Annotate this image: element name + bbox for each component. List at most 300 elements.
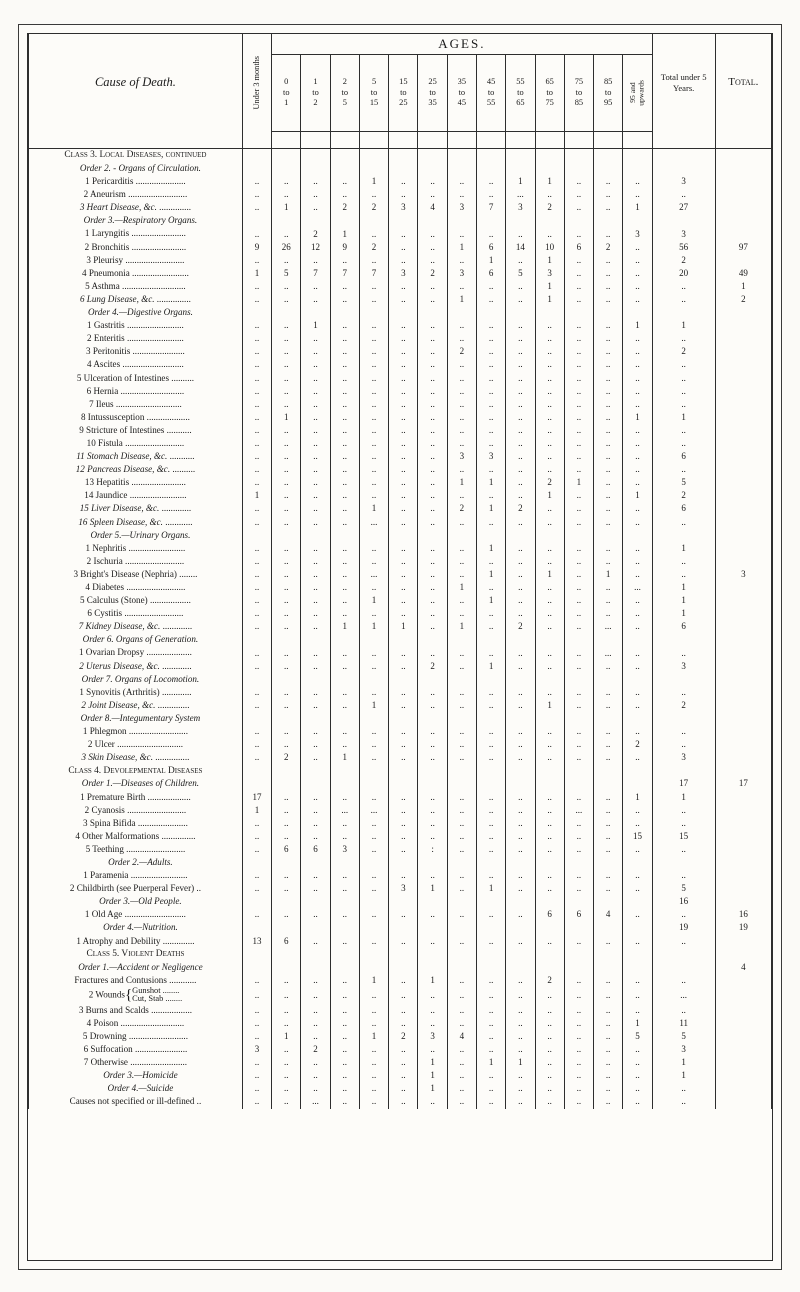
age-cell: ..: [506, 411, 535, 424]
total-cell: 49: [715, 267, 771, 280]
total-under-5-cell: [652, 306, 715, 319]
age-cell: ..: [389, 359, 418, 372]
age-cell: ..: [272, 594, 301, 607]
age-cell: [301, 306, 330, 319]
table-row: [29, 686, 772, 699]
table-row: [29, 778, 772, 791]
age-cell: ..: [418, 175, 447, 188]
age-cell: ..: [418, 503, 447, 516]
age-cell: ..: [476, 908, 505, 921]
age-cell: ..: [389, 581, 418, 594]
table-row: [29, 254, 772, 267]
age-cell: ..: [564, 987, 593, 1004]
age-cell: ..: [564, 489, 593, 502]
age-col-25-35: 25 to 35: [418, 55, 447, 132]
table-row: [29, 398, 772, 411]
age-cell: ..: [506, 345, 535, 358]
age-cell: 1: [535, 175, 564, 188]
age-cell: ..: [418, 188, 447, 201]
row-label: 9 Stricture of Intestines ...........: [29, 424, 243, 437]
total-cell: [715, 633, 771, 646]
age-cell: ..: [389, 463, 418, 476]
age-cell: 9: [242, 241, 271, 254]
age-cell: [623, 948, 652, 961]
age-cell: ..: [476, 1095, 505, 1108]
total-cell: [715, 359, 771, 372]
age-cell: ..: [242, 516, 271, 529]
age-cell: ..: [272, 359, 301, 372]
age-cell: ..: [389, 437, 418, 450]
age-cell: ..: [389, 411, 418, 424]
age-cell: ..: [330, 280, 359, 293]
age-cell: 12: [301, 241, 330, 254]
age-cell: [535, 712, 564, 725]
age-cell: ..: [272, 437, 301, 450]
table-row: [29, 175, 772, 188]
row-label: 6 Suffocation .......................: [29, 1043, 243, 1056]
age-cell: [564, 948, 593, 961]
age-cell: ..: [535, 686, 564, 699]
age-cell: ..: [506, 830, 535, 843]
table-row: [29, 699, 772, 712]
age-cell: ..: [623, 332, 652, 345]
age-cell: [594, 856, 623, 869]
age-cell: ..: [359, 1043, 388, 1056]
age-cell: ..: [418, 581, 447, 594]
age-cell: [447, 673, 476, 686]
total-under-5-cell: ..: [652, 908, 715, 921]
age-cell: [564, 633, 593, 646]
table-row: [29, 791, 772, 804]
age-cell: [594, 712, 623, 725]
age-cell: ..: [272, 542, 301, 555]
age-cell: ..: [506, 738, 535, 751]
age-cell: ..: [272, 503, 301, 516]
total-under-5-cell: ..: [652, 1082, 715, 1095]
age-cell: ..: [301, 411, 330, 424]
age-cell: ..: [447, 817, 476, 830]
age-cell: ..: [506, 437, 535, 450]
age-cell: ..: [535, 1082, 564, 1095]
age-cell: [623, 529, 652, 542]
total-cell: [715, 856, 771, 869]
age-cell: 1: [564, 476, 593, 489]
row-label: Fractures and Contusions ............: [29, 974, 243, 987]
age-cell: [359, 162, 388, 175]
age-cell: ..: [623, 398, 652, 411]
age-cell: ..: [476, 607, 505, 620]
age-cell: 2: [447, 345, 476, 358]
age-cell: ..: [272, 398, 301, 411]
row-label: 3 Bright's Disease (Nephria) ........: [29, 568, 243, 581]
age-cell: [330, 162, 359, 175]
age-cell: ..: [389, 188, 418, 201]
age-cell: ..: [418, 516, 447, 529]
age-cell: 2: [418, 660, 447, 673]
age-cell: 3: [447, 201, 476, 214]
age-cell: [506, 529, 535, 542]
age-cell: ..: [301, 463, 330, 476]
age-cell: ..: [594, 725, 623, 738]
age-cell: 3: [330, 843, 359, 856]
age-cell: [535, 764, 564, 777]
table-row: [29, 188, 772, 201]
age-cell: :: [418, 843, 447, 856]
age-cell: ..: [389, 398, 418, 411]
age-cell: [418, 922, 447, 935]
age-cell: ..: [330, 555, 359, 568]
table-row: [29, 856, 772, 869]
table-sheet: [18, 24, 782, 1270]
age-cell: ..: [242, 332, 271, 345]
row-label: 10 Fistula ..........................: [29, 437, 243, 450]
age-cell: ..: [476, 437, 505, 450]
age-cell: ..: [476, 1030, 505, 1043]
age-cell: 6: [476, 267, 505, 280]
age-cell: ..: [359, 476, 388, 489]
row-label: Class 4. Devolepmental Diseases: [29, 764, 243, 777]
header-row-ages: [29, 34, 772, 55]
age-cell: [389, 895, 418, 908]
age-cell: ..: [506, 882, 535, 895]
age-cell: ..: [272, 345, 301, 358]
age-cell: ..: [389, 568, 418, 581]
total-cell: 16: [715, 908, 771, 921]
age-cell: [389, 214, 418, 227]
row-label: 2 Enteritis .........................: [29, 332, 243, 345]
age-cell: [594, 306, 623, 319]
age-cell: [535, 673, 564, 686]
age-cell: [330, 529, 359, 542]
total-cell: [715, 1095, 771, 1108]
age-cell: ..: [506, 581, 535, 594]
age-cell: ..: [564, 175, 593, 188]
row-label: 4 Diabetes ..........................: [29, 581, 243, 594]
age-cell: 1: [242, 489, 271, 502]
age-cell: ..: [330, 817, 359, 830]
age-cell: ..: [330, 830, 359, 843]
row-label: 3 Skin Disease, &c. ...............: [29, 751, 243, 764]
age-cell: 3: [535, 267, 564, 280]
age-cell: ..: [418, 647, 447, 660]
age-cell: ..: [330, 411, 359, 424]
age-cell: 4: [447, 1030, 476, 1043]
age-cell: ..: [359, 1069, 388, 1082]
total-under-5-cell: ..: [652, 817, 715, 830]
age-cell: ..: [476, 869, 505, 882]
total-under-5-cell: 19: [652, 922, 715, 935]
age-cell: ..: [594, 1069, 623, 1082]
total-under-5-cell: 1: [652, 319, 715, 332]
age-cell: 1: [418, 1069, 447, 1082]
age-cell: ..: [564, 1069, 593, 1082]
age-cell: ..: [506, 699, 535, 712]
age-cell: ..: [418, 1043, 447, 1056]
age-cell: ..: [623, 869, 652, 882]
age-cell: 2: [301, 1043, 330, 1056]
age-cell: 1: [476, 660, 505, 673]
age-cell: ..: [564, 319, 593, 332]
age-cell: ..: [418, 804, 447, 817]
age-cell: ..: [623, 751, 652, 764]
row-label: Order 3.—Old People.: [29, 895, 243, 908]
age-cell: ..: [623, 1056, 652, 1069]
row-label: 1 Nephritis .........................: [29, 542, 243, 555]
age-cell: [594, 895, 623, 908]
age-cell: ..: [301, 1082, 330, 1095]
age-cell: ..: [506, 987, 535, 1004]
age-cell: [447, 149, 476, 163]
age-cell: ..: [301, 516, 330, 529]
total-cell: [715, 843, 771, 856]
total-cell: [715, 1043, 771, 1056]
age-cell: ..: [447, 1004, 476, 1017]
age-cell: 26: [272, 241, 301, 254]
age-cell: ..: [301, 882, 330, 895]
age-cell: [272, 961, 301, 974]
age-cell: ..: [418, 228, 447, 241]
age-cell: [359, 856, 388, 869]
age-cell: ..: [506, 686, 535, 699]
total-under-5-cell: ..: [652, 869, 715, 882]
age-cell: [330, 961, 359, 974]
age-cell: ..: [301, 332, 330, 345]
table-row: [29, 764, 772, 777]
table-row: [29, 830, 772, 843]
age-cell: ..: [418, 620, 447, 633]
age-cell: 2: [418, 267, 447, 280]
age-cell: ..: [447, 568, 476, 581]
age-cell: ..: [242, 607, 271, 620]
age-cell: ..: [242, 359, 271, 372]
age-cell: ..: [506, 280, 535, 293]
age-cell: ..: [447, 1095, 476, 1108]
age-cell: ..: [330, 738, 359, 751]
age-cell: [272, 673, 301, 686]
age-cell: ..: [272, 725, 301, 738]
age-cell: ..: [594, 974, 623, 987]
total-under-5-cell: 6: [652, 450, 715, 463]
age-cell: ..: [242, 974, 271, 987]
age-cell: ..: [272, 293, 301, 306]
age-cell: ..: [389, 817, 418, 830]
age-cell: ..: [506, 751, 535, 764]
age-cell: ..: [359, 660, 388, 673]
age-cell: ..: [594, 791, 623, 804]
total-cell: [715, 503, 771, 516]
total-under-5-cell: ..: [652, 568, 715, 581]
age-cell: ..: [476, 987, 505, 1004]
age-cell: [389, 306, 418, 319]
age-cell: 9: [330, 241, 359, 254]
total-under-5-cell: [652, 149, 715, 163]
age-cell: ..: [535, 594, 564, 607]
total-cell: [715, 385, 771, 398]
wounds-line-2: Cut, Stab: [132, 994, 164, 1004]
table-row: [29, 372, 772, 385]
age-cell: ..: [447, 1069, 476, 1082]
age-cell: 17: [242, 791, 271, 804]
age-cell: ..: [476, 359, 505, 372]
age-cell: ..: [301, 830, 330, 843]
age-cell: ..: [447, 804, 476, 817]
age-cell: 1: [447, 476, 476, 489]
age-cell: [418, 764, 447, 777]
age-cell: ..: [476, 699, 505, 712]
age-cell: 1: [623, 411, 652, 424]
age-cell: 2: [535, 974, 564, 987]
age-cell: ..: [564, 201, 593, 214]
age-cell: ..: [594, 437, 623, 450]
age-cell: ..: [242, 620, 271, 633]
age-cell: ..: [564, 581, 593, 594]
age-cell: 1: [623, 489, 652, 502]
age-cell: ..: [594, 280, 623, 293]
age-cell: [447, 214, 476, 227]
age-cell: ..: [535, 725, 564, 738]
age-cell: [330, 856, 359, 869]
age-cell: ..: [447, 254, 476, 267]
age-cell: ..: [389, 1082, 418, 1095]
table-row: [29, 1095, 772, 1108]
age-cell: ..: [506, 293, 535, 306]
age-cell: ..: [535, 751, 564, 764]
age-cell: ..: [535, 345, 564, 358]
age-cell: 2: [359, 241, 388, 254]
age-cell: ..: [623, 1043, 652, 1056]
age-cell: ..: [359, 542, 388, 555]
row-label: 3 Spina Bifida ......................: [29, 817, 243, 830]
age-cell: ..: [418, 411, 447, 424]
age-cell: ..: [242, 738, 271, 751]
age-cell: [359, 306, 388, 319]
age-cell: ..: [301, 817, 330, 830]
age-cell: ..: [330, 175, 359, 188]
age-cell: ..: [535, 228, 564, 241]
age-cell: ..: [535, 1069, 564, 1082]
age-cell: [359, 778, 388, 791]
age-cell: ..: [594, 201, 623, 214]
age-cell: ..: [389, 738, 418, 751]
row-label: Order 8.—Integumentary System: [29, 712, 243, 725]
age-cell: ..: [447, 725, 476, 738]
age-cell: ..: [535, 581, 564, 594]
age-cell: ..: [623, 987, 652, 1004]
total-under-5-cell: ..: [652, 555, 715, 568]
table-row: [29, 228, 772, 241]
table-row: [29, 738, 772, 751]
age-cell: ..: [301, 489, 330, 502]
age-cell: ..: [564, 568, 593, 581]
age-cell: ..: [301, 974, 330, 987]
age-cell: [564, 895, 593, 908]
age-cell: ..: [330, 908, 359, 921]
age-cell: ..: [594, 254, 623, 267]
total-cell: [715, 1030, 771, 1043]
age-cell: ..: [564, 791, 593, 804]
age-cell: ..: [447, 489, 476, 502]
age-cell: ..: [359, 607, 388, 620]
age-cell: ..: [564, 607, 593, 620]
age-cell: ..: [301, 555, 330, 568]
age-cell: [447, 633, 476, 646]
age-cell: ..: [418, 817, 447, 830]
age-cell: ..: [389, 1004, 418, 1017]
age-cell: 3: [418, 1030, 447, 1043]
age-cell: 1: [359, 620, 388, 633]
age-cell: ..: [418, 476, 447, 489]
age-cell: ..: [564, 647, 593, 660]
age-cell: ..: [359, 1082, 388, 1095]
age-cell: ..: [418, 1095, 447, 1108]
age-cell: [535, 922, 564, 935]
age-cell: [301, 961, 330, 974]
age-cell: ...: [564, 804, 593, 817]
table-row: [29, 804, 772, 817]
row-label: 14 Jaundice .........................: [29, 489, 243, 502]
age-cell: 1: [476, 476, 505, 489]
row-label: 2 Ulcer .............................: [29, 738, 243, 751]
total-cell: [715, 437, 771, 450]
age-cell: [359, 673, 388, 686]
age-cell: [359, 214, 388, 227]
age-cell: ..: [359, 987, 388, 1004]
age-cell: ..: [272, 647, 301, 660]
age-cell: ..: [447, 424, 476, 437]
age-cell: ..: [301, 293, 330, 306]
age-cell: [623, 633, 652, 646]
age-cell: ..: [359, 647, 388, 660]
age-cell: ..: [506, 555, 535, 568]
age-cell: ..: [272, 869, 301, 882]
age-cell: [242, 712, 271, 725]
row-label: 7 Ileus .............................: [29, 398, 243, 411]
age-cell: ..: [535, 1043, 564, 1056]
age-cell: ..: [594, 411, 623, 424]
total-cell: [715, 175, 771, 188]
age-cell: ..: [447, 555, 476, 568]
age-cell: ..: [272, 699, 301, 712]
age-cell: ..: [272, 1056, 301, 1069]
row-label: Order 1.—Accident or Negligence: [29, 961, 243, 974]
age-cell: ..: [506, 463, 535, 476]
age-cell: 1: [330, 228, 359, 241]
age-cell: [535, 895, 564, 908]
total-cell: [715, 1069, 771, 1082]
row-label: 1 Pericarditis ......................: [29, 175, 243, 188]
row-label: 4 Ascites ...........................: [29, 359, 243, 372]
table-row: [29, 385, 772, 398]
age-cell: ..: [623, 568, 652, 581]
age-cell: [301, 712, 330, 725]
age-cell: ..: [301, 280, 330, 293]
age-cell: ..: [359, 830, 388, 843]
age-cell: [418, 778, 447, 791]
age-cell: ..: [242, 228, 271, 241]
age-cell: ..: [330, 319, 359, 332]
total-cell: [715, 620, 771, 633]
age-cell: ..: [594, 228, 623, 241]
age-cell: [476, 895, 505, 908]
total-under-5-cell: [652, 856, 715, 869]
age-cell: ..: [447, 882, 476, 895]
age-cell: 2: [447, 503, 476, 516]
total-cell: [715, 529, 771, 542]
age-cell: ..: [447, 542, 476, 555]
age-cell: ..: [301, 372, 330, 385]
age-cell: ..: [418, 594, 447, 607]
age-cell: 15: [623, 830, 652, 843]
